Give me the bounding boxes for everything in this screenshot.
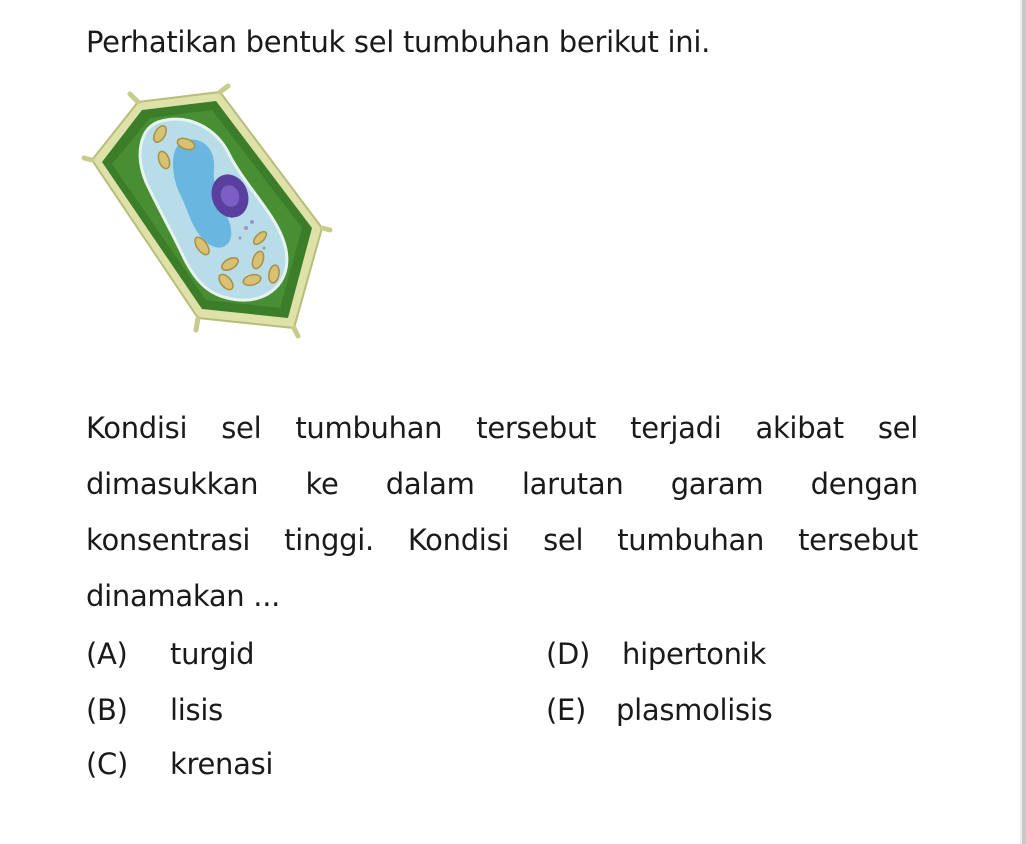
stem-word: larutan [521,467,624,501]
stem-word: sel [543,523,584,557]
stem-word: garam [670,467,764,501]
stem-line-1 [86,400,918,456]
option-text: plasmolisis [616,693,773,727]
option-letter: (E) [546,693,587,727]
stem-word: dengan [810,467,918,501]
stem-word: konsentrasi [86,523,251,557]
option-letter: (A) [86,637,128,671]
stem-word: sel [221,411,262,445]
question-stem [86,400,918,624]
option-text: turgid [170,637,255,671]
option-d[interactable] [546,632,766,676]
stem-word: ... [253,579,281,613]
option-letter: (C) [86,747,128,781]
stem-word: dimasukkan [86,467,259,501]
option-e[interactable] [546,688,773,732]
stem-word: terjadi [630,411,722,445]
stem-word: sel [877,411,918,445]
stem-line-3 [86,512,918,568]
stem-word: tersebut [476,411,597,445]
stem-word: dinamakan [86,579,245,613]
option-a[interactable] [86,632,255,676]
stem-word: tinggi. [284,523,374,557]
stem-word: tersebut [798,523,918,557]
option-c[interactable] [86,742,274,786]
stem-word: tumbuhan [295,411,443,445]
stem-line-4 [86,568,918,624]
option-text: krenasi [170,747,274,781]
stem-word: dalam [385,467,475,501]
stem-line-2 [86,456,918,512]
option-text: hipertonik [622,637,766,671]
stem-word: akibat [755,411,844,445]
stem-word: Kondisi [407,523,510,557]
stem-word: ke [305,467,339,501]
option-text: lisis [170,693,223,727]
question-intro: Perhatikan bentuk sel tumbuhan berikut ini. [86,25,711,59]
option-letter: (B) [86,693,128,727]
option-letter: (D) [546,637,591,671]
stem-word: tumbuhan [617,523,765,557]
page-edge [1022,0,1026,844]
plant-cell-image [80,78,340,340]
stem-word: Kondisi [86,411,188,445]
option-b[interactable] [86,688,223,732]
